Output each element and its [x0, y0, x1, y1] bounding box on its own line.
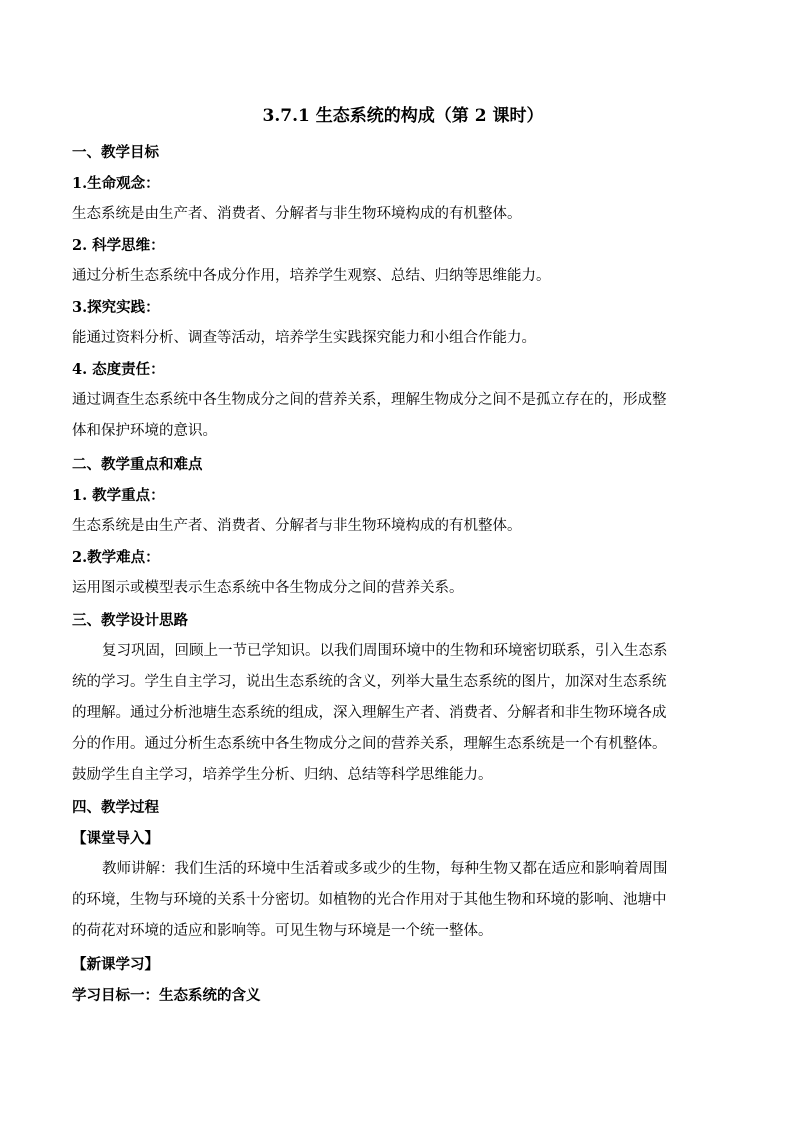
objective-text-3: 能通过资料分析、调查等活动，培养学生实践探究能力和小组合作能力。 [72, 330, 536, 346]
section-heading-key-points: 二、教学重点和难点 [72, 456, 203, 473]
design-paragraph-line-4: 分的作用。通过分析生态系统中各生物成分之间的营养关系，理解生态系统是一个有机整体。 [72, 736, 667, 752]
objective-label-3: 3.探究实践： [72, 299, 160, 316]
document-title: 3.7.1 生态系统的构成（第 2 课时） [262, 106, 544, 126]
objective-text-4-line-1: 通过调查生态系统中各生物成分之间的营养关系，理解生物成分之间不是孤立存在的，形成整 [72, 392, 667, 408]
difficulty-label: 2.教学难点： [72, 549, 160, 566]
key-point-label: 1. 教学重点： [72, 487, 165, 504]
objective-label-4: 4. 态度责任： [72, 361, 165, 378]
section-heading-design: 三、教学设计思路 [72, 612, 188, 629]
objective-label-1: 1.生命观念： [72, 175, 160, 192]
design-paragraph-line-3: 的理解。通过分析池塘生态系统的组成，深入理解生产者、消费者、分解者和非生物环境各成 [72, 705, 667, 721]
section-heading-process: 四、教学过程 [72, 799, 159, 816]
design-paragraph-line-2: 统的学习。学生自主学习，说出生态系统的含义，列举大量生态系统的图片，加深对生态系统 [72, 674, 667, 690]
objective-label-2: 2. 科学思维： [72, 237, 165, 254]
intro-paragraph-line-3: 的荷花对环境的适应和影响等。可见生物与环境是一个统一整体。 [72, 923, 493, 939]
objective-text-1: 生态系统是由生产者、消费者、分解者与非生物环境构成的有机整体。 [72, 206, 522, 222]
difficulty-text: 运用图示或模型表示生态系统中各生物成分之间的营养关系。 [72, 580, 464, 596]
design-paragraph-line-5: 鼓励学生自主学习，培养学生分析、归纳、总结等科学思维能力。 [72, 767, 493, 783]
objective-text-4-line-2: 体和保护环境的意识。 [72, 423, 217, 439]
intro-paragraph-line-1: 教师讲解：我们生活的环境中生活着或多或少的生物，每种生物又都在适应和影响着周围 [102, 861, 668, 877]
learning-goal-heading: 学习目标一：生态系统的含义 [72, 987, 261, 1004]
section-heading-objectives: 一、教学目标 [72, 144, 159, 161]
objective-text-2: 通过分析生态系统中各成分作用，培养学生观察、总结、归纳等思维能力。 [72, 268, 551, 284]
intro-heading: 【课堂导入】 [72, 830, 159, 847]
document-page [72, 0, 734, 1123]
key-point-text: 生态系统是由生产者、消费者、分解者与非生物环境构成的有机整体。 [72, 518, 522, 534]
design-paragraph-line-1: 复习巩固，回顾上一节已学知识。以我们周围环境中的生物和环境密切联系，引入生态系 [102, 643, 668, 659]
new-lesson-heading: 【新课学习】 [72, 956, 159, 973]
intro-paragraph-line-2: 的环境，生物与环境的关系十分密切。如植物的光合作用对于其他生物和环境的影响、池塘中 [72, 892, 667, 908]
